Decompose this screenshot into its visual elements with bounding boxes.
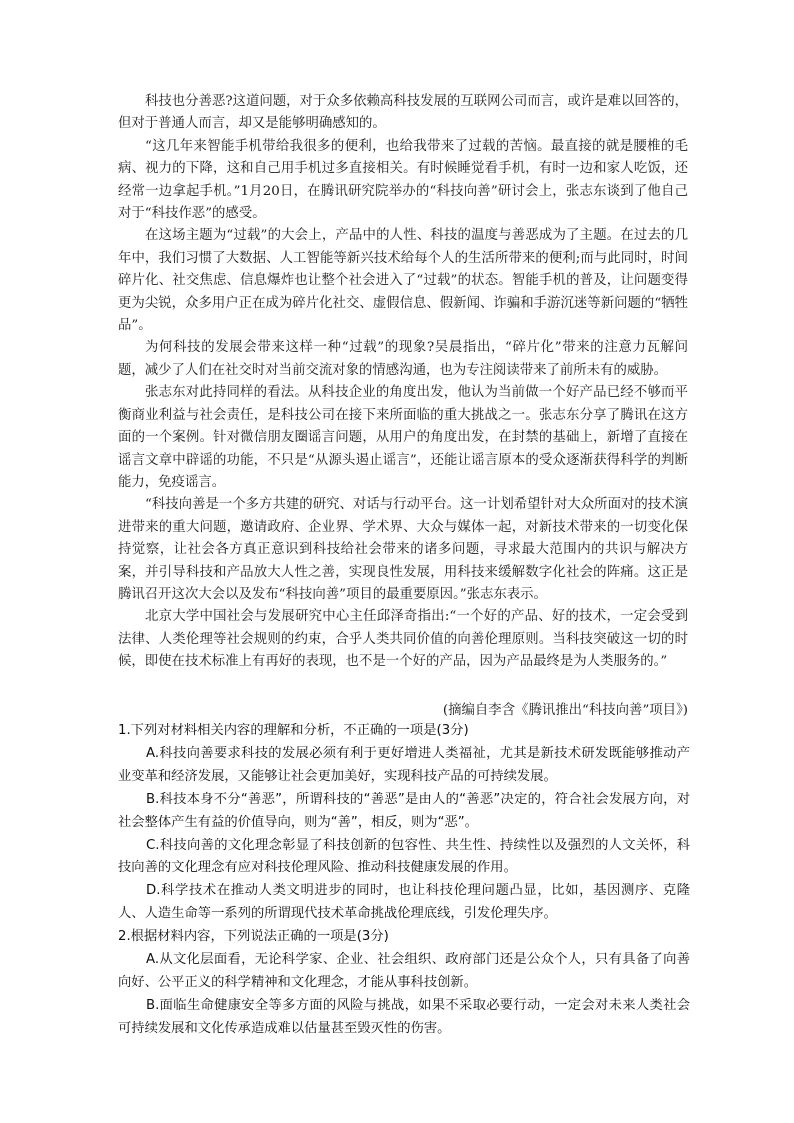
question-2 [118,926,690,1041]
passage-paragraph: 张志东对此持同样的看法。从科技企业的角度出发，他认为当前做一个好产品已经不够而平衡商业利益与社会责任，是科技公司在接下来所面临的重大挑战之一。张志东分享了腾讯在这方面的一个案例。针对微信朋友圈谣言问题，从用户的角度出发，在封禁的基础上，新增了直接在谣言文章中辟谣的功能，不只是“从源头遏止谣言”，还能让谣言原本的受众逐渐获得科学的判断能力，免疫谣言。 [118,385,688,490]
question-1 [118,720,690,926]
question-list [118,720,690,1041]
answer-option-c: C.科技向善的文化理念彰显了科技创新的包容性、共生性、持续性以及强烈的人文关怀，科技向善的文化理念有应对科技伦理风险、推动科技健康发展的作用。 [118,837,690,876]
reading-passage [118,91,688,674]
answer-option-b: B.科技本身不分“善恶”，所谓科技的“善恶”是由人的“善恶”决定的，符合社会发展方向，对社会整体产生有益的价值导向，则为“善”，相反，则为“恶”。 [118,791,690,830]
answer-option-a: A.科技向善要求科技的发展必须有利于更好增进人类福祉，尤其是新技术研发既能够推动产业变革和经济发展，又能够让社会更加美好，实现科技产品的可持续发展。 [118,745,690,784]
passage-paragraph: 科技也分善恶?这道问题，对于众多依赖高科技发展的互联网公司而言，或许是难以回答的，但对于普通人而言，却又是能够明确感知的。 [118,94,688,132]
answer-option-a: A.从文化层面看，无论科学家、企业、社会组织、政府部门还是公众个人，只有具备了向善向好、公平正义的科学精神和文化理念，才能从事科技创新。 [118,952,690,990]
answer-option-d: D.科学技术在推动人类文明进步的同时，也让科技伦理问题凸显，比如，基因测序、克隆人、人造生命等一系列的所谓现代技术革命挑战伦理底线，引发伦理失序。 [118,883,690,922]
passage-paragraph: “科技向善是一个多方共建的研究、对话与行动平台。这一计划希望针对大众所面对的技术演进带来的重大问题，邀请政府、企业界、学术界、大众与媒体一起，对新技术带来的一切变化保持觉察，让社会各方真正意识到科技给社会带来的诸多问题，寻求最大范围内的共识与解决方案，并引导科技和产品放大人性之善，实现良性发展，用科技来缓解数字化社会的阵痛。这正是腾讯召开这次大会以及发布“科技向善”项目的最重要原因。”张志东表示。 [118,497,688,602]
passage-source: (摘编自李含《腾讯推出“科技向善”项目》) [442,703,688,718]
passage-paragraph: “这几年来智能手机带给我很多的便利，也给我带来了过载的苦恼。最直接的就是腰椎的毛病、视力的下降，这和自己用手机过多直接相关。有时候睡觉看手机，有时一边和家人吃饭，还经常一边拿起手机。”1月20日，在腾讯研究院举办的“科技向善”研讨会上，张志东谈到了他自己对于“科技作恶”的感受。 [118,138,688,222]
question-stem: 2.根据材料内容，下列说法正确的一项是(3分) [118,929,389,945]
passage-paragraph: 在这场主题为“过载”的大会上，产品中的人性、科技的温度与善恶成为了主题。在过去的几年中，我们习惯了大数据、人工智能等新兴技术给每个人的生活所带来的便利;而与此同时，时间碎片化、社交焦虑、信息爆炸也让整个社会进入了“过载”的状态。智能手机的普及，让问题变得更为尖锐，众多用户正在成为碎片化社交、虚假信息、假新闻、诈骗和手游沉迷等新问题的“牺牲品”。 [118,228,688,334]
passage-paragraph: 北京大学中国社会与发展研究中心主任邱泽奇指出:“一个好的产品、好的技术，一定会受到法律、人类伦理等社会规则的约束，合乎人类共同价值的向善伦理原则。当科技突破这一切的时候，即使在技术标准上有再好的表现，也不是一个好的产品，因为产品最终是为人类服务的。” [118,609,688,670]
question-stem: 1.下列对材料相关内容的理解和分析，不正确的一项是(3分) [118,723,469,738]
passage-paragraph: 为何科技的发展会带来这样一种“过载”的现象?吴晨指出，“碎片化”带来的注意力瓦解问题，减少了人们在社交时对当前交流对象的情感沟通，也为专注阅读带来了前所未有的威胁。 [118,340,688,378]
answer-option-b: B.面临生命健康安全等多方面的风险与挑战，如果不采取必要行动，一定会对未来人类社会可持续发展和文化传承造成难以估量甚至毁灭性的伤害。 [118,997,690,1036]
